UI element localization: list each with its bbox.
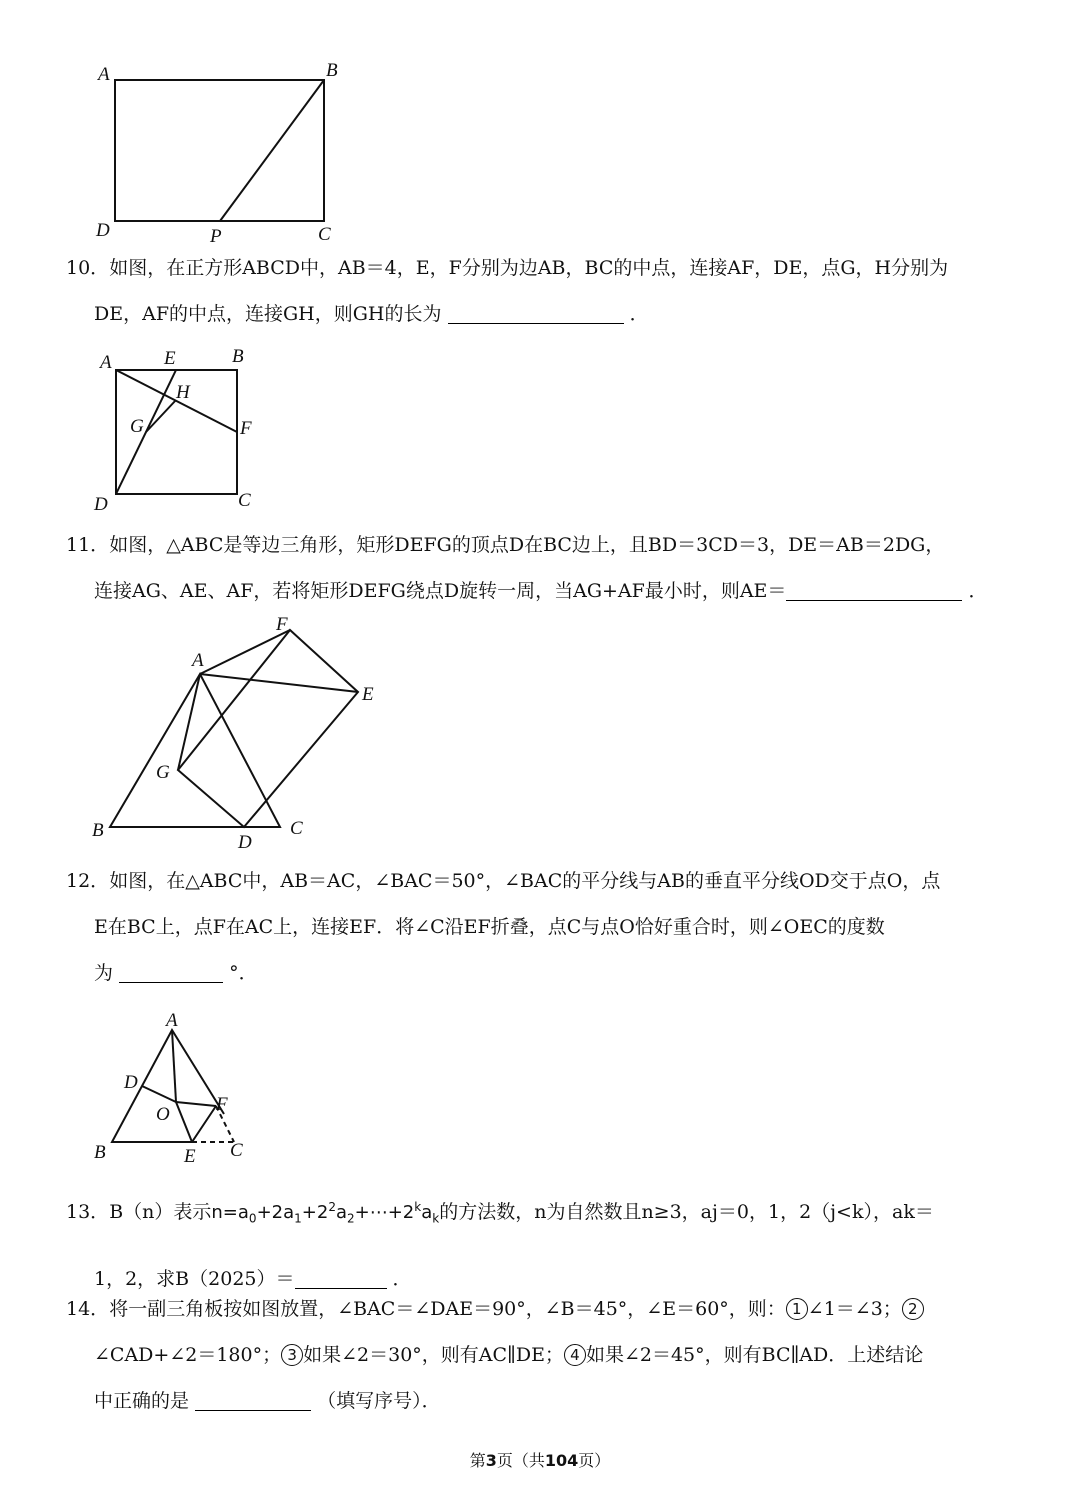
total-pages: 104 [544,1451,579,1470]
page-footer: 第3页（共104页） [469,1451,611,1470]
question-12 [66,858,1026,996]
circled-4: 4 [564,1344,586,1366]
question-10 [66,245,1026,337]
q12-line3 [66,950,1026,996]
segment-af [200,630,290,674]
q13-formula: $n=a_0+2a_1+2^2a_2+\cdots+2^ka_k$ [211,1200,440,1226]
q10-number: 10． [66,257,110,279]
figure-triangle-rectangle [88,614,388,854]
label-f: F [276,614,288,635]
q13-period: ． [392,1267,412,1290]
q13-number: 13． [66,1201,110,1223]
q11-period: ． [968,580,988,602]
segment-ae [200,674,358,692]
label-g: G [156,762,170,783]
q12-number: 12． [66,870,110,892]
q10-line1 [66,245,1026,291]
label-a: A [98,64,110,85]
label-b: B [232,346,244,367]
q13-text-post: 的方法数，n为自然数且n≥3，aj＝0，1，2（j<k），ak＝ [439,1201,934,1223]
q12-line2 [66,904,1026,950]
label-d: D [238,832,252,853]
q14-statement-4: 如果∠2＝45°，则有BC∥AD．上述结论 [585,1344,924,1366]
q12-text1: 如图，在△ABC中，AB＝AC，∠BAC＝50°，∠BAC的平分线与AB的垂直平分线OD交于点O，点 [109,870,941,892]
label-b: B [92,820,104,841]
segment-bp [220,80,324,221]
q11-line2 [66,568,1026,614]
question-13 [66,1184,1026,1302]
label-b: B [326,60,338,81]
q10-text1: 如图，在正方形ABCD中，AB＝4，E，F分别为边AB，BC的中点，连接AF，DE，点G，H分别为 [109,257,949,279]
label-c: C [290,818,303,839]
q11-text1: 如图，△ABC是等边三角形，矩形DEFG的顶点D在BC边上，且BD＝3CD＝3，DE＝AB＝2DG， [109,534,945,556]
label-b: B [94,1142,106,1163]
segment-of [176,1102,216,1106]
label-a: A [100,352,112,373]
label-h: H [176,382,190,403]
figure-square-abcd [90,342,270,518]
q11-answer-blank[interactable] [786,578,962,601]
q14-text3: 中正确的是 [94,1390,190,1412]
q14-answer-blank[interactable] [195,1388,311,1411]
q12-text2: E在BC上，点F在AC上，连接EF．将∠C沿EF折叠，点C与点O恰好重合时，则∠OEC的度数 [94,916,885,938]
q14-statement-2: ∠CAD+∠2＝180°； [94,1344,282,1366]
q10-period: ． [629,303,649,325]
label-d: D [96,220,110,241]
segment-ef [192,1106,216,1142]
label-c: C [318,224,331,245]
q14-line3 [66,1378,1026,1424]
q12-degree: °． [229,962,258,984]
q14-statement-3: 如果∠2＝30°，则有AC∥DE； [303,1344,564,1366]
label-p: P [210,226,222,247]
label-o: O [156,1104,170,1125]
q14-text3-post: （填写序号）． [317,1390,441,1412]
q11-text2: 连接AG、AE、AF，若将矩形DEFG绕点D旋转一周，当AG+AF最小时，则AE＝ [94,580,787,602]
label-g: G [130,416,144,437]
q14-text1: 将一副三角板按如图放置，∠BAC＝∠DAE＝90°，∠B＝45°，∠E＝60°，则： [109,1298,786,1320]
label-e: E [362,684,374,705]
q13-text-pre: B（n）表示 [109,1201,212,1223]
segment-oe [176,1102,192,1142]
q14-line1 [66,1286,1026,1332]
label-a: A [166,1010,178,1031]
question-11 [66,522,1026,614]
q14-statement-1: ∠1＝∠3； [807,1298,902,1320]
segment-ao [172,1030,176,1102]
question-14 [66,1286,1026,1424]
q12-text3: 为 [94,962,114,984]
segment-gh [146,400,176,432]
circled-1: 1 [786,1298,808,1320]
rectangle-defg [178,630,358,827]
current-page: 3 [485,1451,497,1470]
q12-line1 [66,858,1026,904]
label-e: E [184,1146,196,1167]
segment-do [142,1086,176,1102]
rect-abcd [115,80,324,221]
q10-text2: DE，AF的中点，连接GH，则GH的长为 [94,303,442,325]
label-d: D [94,494,108,515]
figure-rectangle-abcd [90,58,350,248]
q12-answer-blank[interactable] [119,960,223,983]
q11-number: 11． [66,534,110,556]
q14-number: 14． [66,1298,110,1320]
label-f: F [216,1094,228,1115]
label-a: A [192,650,204,671]
q10-line2 [66,291,1026,337]
figure-isosceles-triangle [90,1008,260,1168]
q14-line2 [66,1332,1026,1378]
label-f: F [240,418,252,439]
q13-text2: 1，2，求B（2025）＝ [94,1267,295,1290]
label-c: C [230,1140,243,1161]
label-e: E [164,348,176,369]
q11-line1 [66,522,1026,568]
circled-2: 2 [902,1298,924,1320]
q10-answer-blank[interactable] [448,301,624,324]
label-d: D [124,1072,138,1093]
label-c: C [238,490,251,511]
q13-line1 [66,1184,1026,1242]
circled-3: 3 [281,1344,303,1366]
